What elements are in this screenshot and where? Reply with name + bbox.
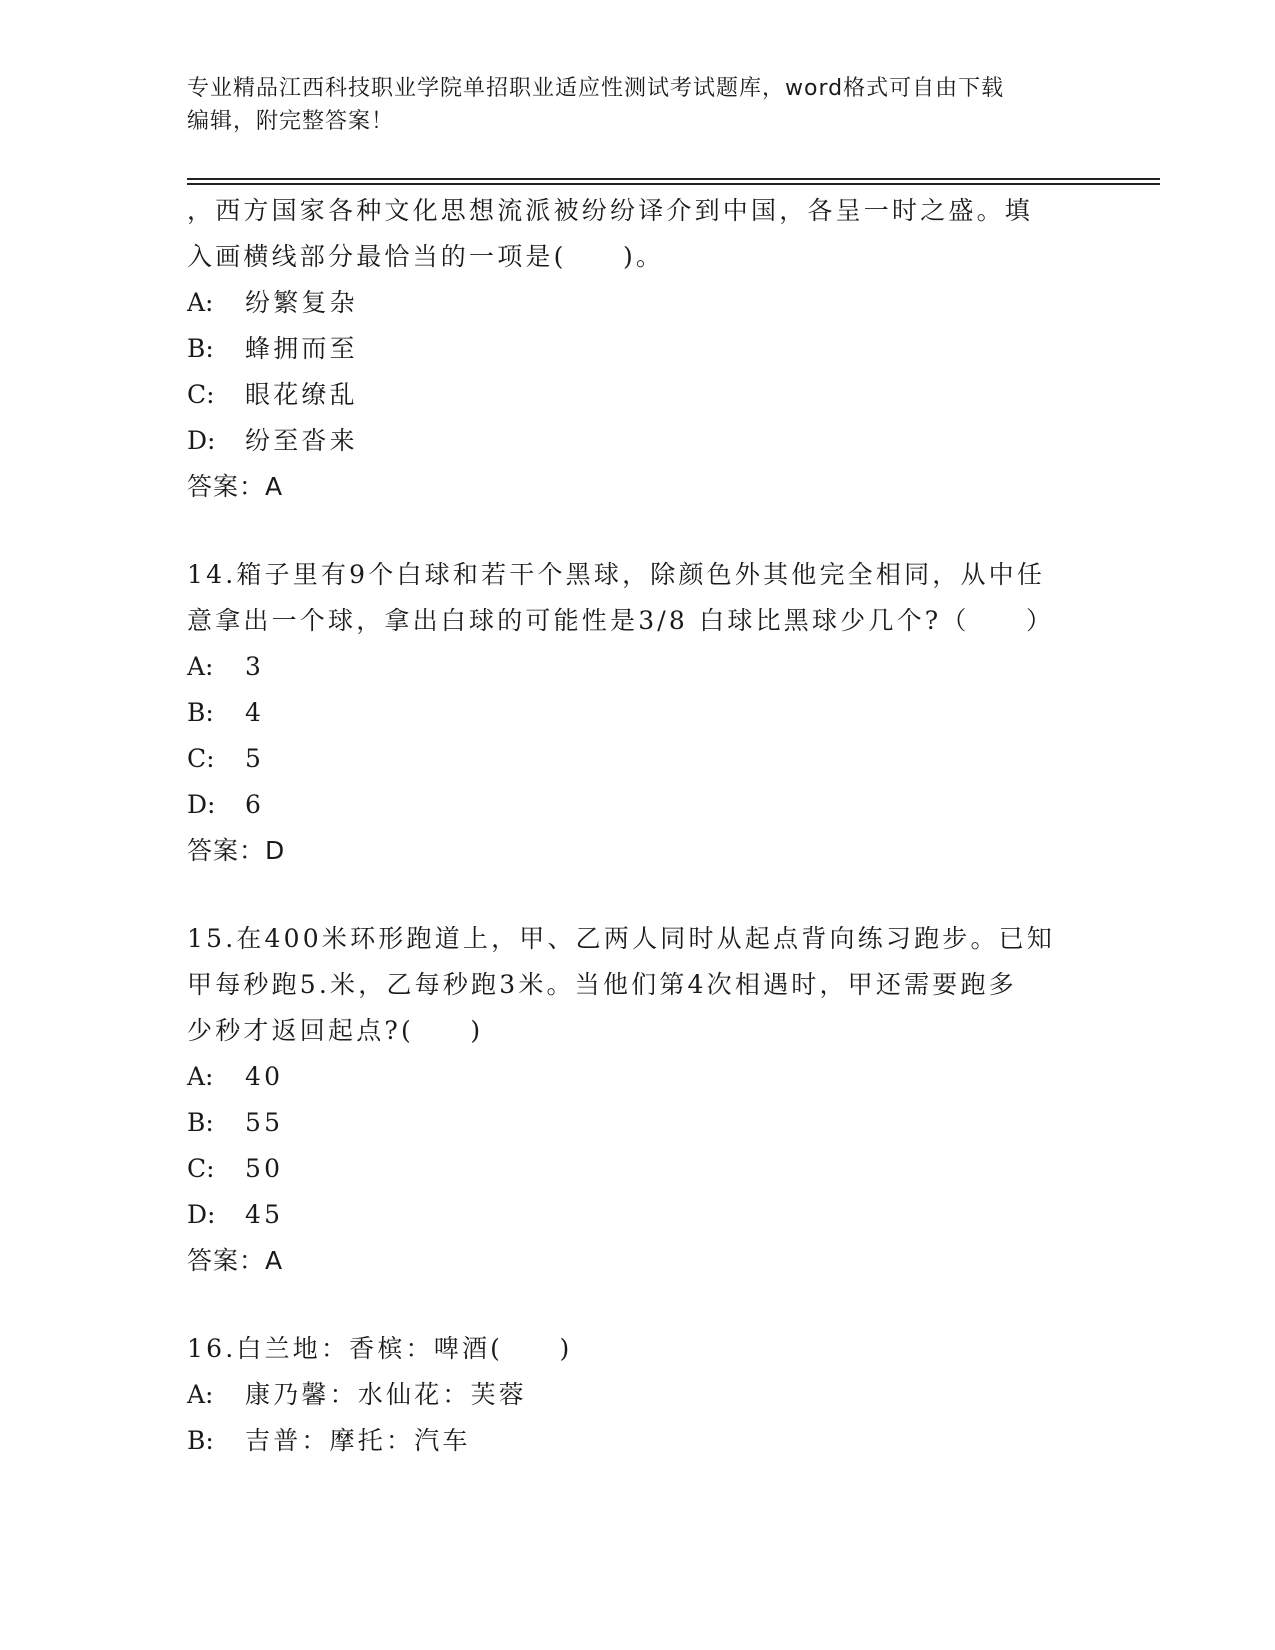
option-label: A:: [187, 288, 214, 317]
option-c: [187, 736, 1087, 782]
option-label: B:: [187, 1108, 214, 1137]
question-text-line: 15.在400米环形跑道上，甲、乙两人同时从起点背向练习跑步。已知: [187, 924, 1056, 953]
option-b: [187, 326, 1087, 372]
header-rule-bottom: [187, 183, 1160, 185]
option-text: 40: [245, 1062, 284, 1091]
option-label: B:: [187, 334, 214, 363]
page-header: [187, 72, 1067, 138]
question-text-line: 入画横线部分最恰当的一项是( )。: [187, 242, 665, 271]
option-text: 6: [245, 790, 265, 819]
question-text-line: 少秒才返回起点?( ): [187, 1016, 484, 1045]
option-text: 50: [245, 1154, 284, 1183]
option-label: B:: [187, 1426, 214, 1455]
answer-line: 答案：A: [187, 472, 284, 501]
option-label: C:: [187, 380, 215, 409]
option-label: C:: [187, 744, 215, 773]
question-block: [187, 552, 1087, 874]
option-text: 3: [245, 652, 265, 681]
header-rule-top: [187, 178, 1160, 180]
option-c: [187, 1146, 1087, 1192]
question-list: [187, 188, 1087, 1464]
option-a: [187, 280, 1087, 326]
option-d: [187, 1192, 1087, 1238]
question-text-line: ，西方国家各种文化思想流派被纷纷译介到中国，各呈一时之盛。填: [187, 196, 1034, 225]
option-text: 纷至沓来: [245, 426, 358, 455]
option-b: [187, 1418, 1087, 1464]
option-c: [187, 372, 1087, 418]
option-text: 蜂拥而至: [245, 334, 358, 363]
option-label: A:: [187, 1380, 214, 1409]
option-label: D:: [187, 790, 216, 819]
option-label: B:: [187, 698, 214, 727]
option-text: 55: [245, 1108, 284, 1137]
question-text-line: 意拿出一个球，拿出白球的可能性是3/8 白球比黑球少几个?（ ）: [187, 606, 1055, 635]
answer-line: 答案：D: [187, 836, 286, 865]
question-block: [187, 1326, 1087, 1464]
option-b: [187, 1100, 1087, 1146]
option-label: A:: [187, 1062, 214, 1091]
header-line-1: 专业精品江西科技职业学院单招职业适应性测试考试题库，word格式可自由下载: [187, 76, 1005, 101]
option-text: 康乃馨：水仙花：芙蓉: [245, 1380, 528, 1409]
header-line-2: 编辑，附完整答案！: [187, 109, 395, 134]
answer-line: 答案：A: [187, 1246, 284, 1275]
option-label: A:: [187, 652, 214, 681]
question-block: [187, 916, 1087, 1284]
option-text: 吉普：摩托：汽车: [245, 1426, 471, 1455]
option-text: 5: [245, 744, 265, 773]
option-d: [187, 418, 1087, 464]
question-text-line: 16.白兰地：香槟：啤酒( ): [187, 1334, 573, 1363]
option-text: 4: [245, 698, 265, 727]
option-text: 眼花缭乱: [245, 380, 358, 409]
question-text-line: 14.箱子里有9个白球和若干个黑球，除颜色外其他完全相同，从中任: [187, 560, 1046, 589]
option-b: [187, 690, 1087, 736]
option-a: [187, 1054, 1087, 1100]
option-text: 45: [245, 1200, 284, 1229]
option-a: [187, 644, 1087, 690]
option-label: D:: [187, 426, 216, 455]
option-label: D:: [187, 1200, 216, 1229]
question-text-line: 甲每秒跑5.米，乙每秒跑3米。当他们第4次相遇时，甲还需要跑多: [187, 970, 1017, 999]
question-block: [187, 188, 1087, 510]
option-label: C:: [187, 1154, 215, 1183]
option-d: [187, 782, 1087, 828]
option-a: [187, 1372, 1087, 1418]
option-text: 纷繁复杂: [245, 288, 358, 317]
